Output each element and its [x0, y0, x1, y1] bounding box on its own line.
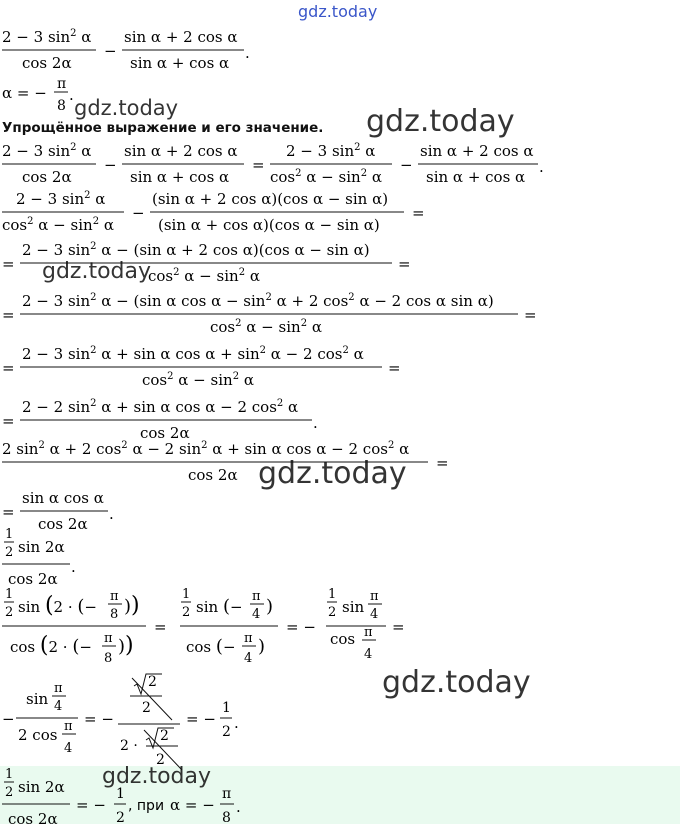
- svg-text:π: π: [252, 589, 261, 604]
- svg-text:−: −: [132, 204, 145, 222]
- svg-text:2 − 3 sin2 α: 2 − 3 $\sin^2 \alpha$: [2, 142, 92, 160]
- svg-text:8: 8: [104, 651, 113, 666]
- svg-text:4: 4: [54, 699, 63, 714]
- svg-text:=: =: [412, 204, 425, 222]
- svg-text:sin α cos α: sin α cos α: [22, 489, 104, 507]
- solution-line-11: [0, 672, 260, 776]
- svg-text:8: 8: [57, 98, 66, 114]
- svg-text:=: =: [524, 306, 537, 324]
- svg-text:8: 8: [110, 607, 119, 622]
- svg-text:2 − 3 sin2 α: 2 − 3 $\sin^2 \alpha$: [16, 190, 106, 208]
- svg-text:(sin α + 2 cos α)(cos α − sin: (sin α + 2 cos α)(cos α − sin α): [152, 190, 389, 208]
- watermark: gdz.today: [74, 96, 179, 120]
- svg-text:sin α + cos α: sin α + cos α: [130, 168, 230, 186]
- svg-text:): ): [266, 596, 274, 617]
- svg-text:= −: = −: [84, 710, 114, 728]
- svg-text:2: 2: [5, 605, 14, 620]
- svg-text:sin 2α: sin 2α: [18, 778, 65, 796]
- solution-line-5: [0, 341, 420, 395]
- svg-text:1: 1: [5, 527, 14, 542]
- watermark-top: gdz.today: [298, 2, 378, 21]
- svg-text:π: π: [222, 786, 232, 802]
- svg-text:= −: = −: [76, 796, 106, 814]
- svg-text:2 − 3 sin2 α + sin α cos α + s: 2 − 3 $\sin^2 \alpha + \sin \alpha$ $\cos \alpha + \sin^2 \alpha - 2$ $\cos^2 \alpha$: [22, 345, 364, 363]
- svg-text:cos 2α: cos 2α: [8, 570, 58, 586]
- svg-text:cos 2α: cos 2α: [140, 424, 190, 442]
- svg-text:.: .: [245, 44, 250, 62]
- svg-text:α = −: α = −: [2, 84, 47, 102]
- svg-text:cos (2 · (−: cos (2 · (−: [10, 633, 92, 658]
- svg-text:sin α + 2 cos α: sin α + 2 cos α: [420, 142, 534, 160]
- svg-text:4: 4: [252, 607, 261, 622]
- svg-text:π: π: [364, 625, 373, 640]
- svg-text:−: −: [104, 42, 117, 60]
- svg-text:=: =: [392, 618, 405, 636]
- svg-text:−: −: [400, 156, 413, 174]
- svg-text:1: 1: [116, 786, 125, 802]
- svg-text:cos2 α − sin2 α: $\cos^2 \alpha - \sin^2 \alpha$: [148, 267, 260, 285]
- svg-text:=: =: [436, 454, 449, 472]
- svg-text:=: =: [388, 359, 401, 377]
- task-expression: [0, 24, 260, 80]
- svg-text:sin α + 2 cos α: sin α + 2 cos α: [124, 142, 238, 160]
- svg-text:=: =: [2, 255, 15, 273]
- svg-text:8: 8: [222, 810, 231, 824]
- svg-text:2 − 3 sin2 α − (sin α + 2 cos: 2 − 3 $\sin^2 \alpha - (\sin$ α + 2 cos α)(cos α − sin α): [22, 241, 370, 259]
- svg-text:2: 2: [148, 674, 157, 690]
- svg-text:4: 4: [364, 647, 373, 662]
- svg-text:=: =: [2, 503, 15, 521]
- svg-text:sin (2 · (−: sin (2 · (−: [18, 593, 97, 618]
- watermark: gdz.today: [102, 764, 212, 789]
- svg-text:cos: cos: [330, 630, 356, 648]
- svg-text:): ): [258, 636, 266, 657]
- svg-text:4: 4: [64, 741, 73, 756]
- svg-text:)): )): [124, 593, 140, 618]
- svg-text:=: =: [154, 618, 167, 636]
- solution-line-7: [0, 436, 460, 490]
- svg-text:= −: = −: [186, 710, 216, 728]
- svg-text:cos 2α: cos 2α: [188, 466, 238, 484]
- solution-line-4: [0, 288, 560, 342]
- svg-text:2: 2: [328, 605, 337, 620]
- svg-text:2 − 2 sin2 α + sin α cos α − 2: 2 − 2 $\sin^2 \alpha + \sin \alpha$ cos α − 2 $\cos^2 \alpha$: [22, 398, 299, 416]
- svg-text:.: .: [71, 558, 76, 576]
- svg-text:1: 1: [5, 767, 14, 782]
- svg-text:2: 2: [116, 810, 125, 824]
- svg-text:sin: sin: [342, 598, 365, 616]
- svg-text:sin α + 2 cos α: sin α + 2 cos α: [124, 28, 238, 46]
- solution-line-10: [0, 586, 420, 674]
- solution-line-3: [0, 237, 440, 291]
- watermark: gdz.today: [366, 104, 515, 139]
- solution-line-9: [0, 526, 110, 590]
- svg-text:2 − 3 sin2 α: 2 − 3 $\sin^2 \alpha$: [286, 142, 376, 160]
- svg-text:π: π: [64, 719, 73, 734]
- svg-text:π: π: [57, 76, 67, 92]
- svg-text:1: 1: [182, 587, 191, 602]
- svg-text:)): )): [118, 633, 134, 658]
- svg-text:2 ·: 2 ·: [120, 738, 138, 754]
- svg-text:=: =: [398, 255, 411, 273]
- svg-text:, при: , при: [128, 798, 165, 814]
- svg-text:.: .: [236, 798, 241, 816]
- svg-text:sin α + cos α: sin α + cos α: [130, 54, 230, 72]
- svg-text:π: π: [110, 589, 119, 604]
- svg-text:cos 2α: cos 2α: [8, 810, 58, 824]
- svg-text:cos 2α: cos 2α: [38, 515, 88, 533]
- svg-text:π: π: [54, 681, 63, 696]
- svg-text:4: 4: [244, 651, 253, 666]
- watermark: gdz.today: [258, 456, 407, 491]
- svg-text:2 cos: 2 cos: [18, 726, 58, 744]
- svg-text:cos (−: cos (−: [186, 636, 236, 657]
- solution-line-1: [0, 138, 560, 192]
- svg-text:2 − 3 sin2 α − (sin α cos α −: 2 − 3 $\sin^2 \alpha - (\sin$ α $\cos \alpha - \sin^2 \alpha + 2$ $\cos^2 \alpha - 2$ cos α sin α): [22, 292, 494, 310]
- svg-text:2: 2: [142, 700, 151, 716]
- svg-text:cos2 α − sin2 α: $\cos^2 \alpha - \sin^2 \alpha$: [142, 371, 254, 389]
- svg-text:=: =: [252, 156, 265, 174]
- watermark: gdz.today: [382, 665, 531, 700]
- svg-text:.: .: [313, 414, 318, 432]
- svg-text:2: 2: [160, 728, 169, 744]
- svg-text:.: .: [109, 505, 114, 523]
- solution-line-2: [0, 186, 440, 240]
- svg-text:cos2 α − sin2 α: $\cos^2 \alpha - \sin^2 \alpha$: [270, 168, 382, 186]
- svg-text:=: =: [2, 359, 15, 377]
- svg-text:4: 4: [370, 607, 379, 622]
- svg-text:−: −: [104, 156, 117, 174]
- svg-text:π: π: [104, 631, 113, 646]
- svg-text:cos 2α: cos 2α: [22, 168, 72, 186]
- svg-text:2: 2: [156, 752, 165, 768]
- watermark: gdz.today: [42, 259, 152, 284]
- svg-text:sin 2α: sin 2α: [18, 538, 65, 556]
- svg-text:2: 2: [182, 605, 191, 620]
- svg-text:cos 2α: cos 2α: [22, 54, 72, 72]
- svg-text:π: π: [370, 589, 379, 604]
- svg-text:α = −: α = −: [170, 796, 215, 814]
- svg-text:2: 2: [5, 785, 14, 800]
- svg-text:=: =: [2, 306, 15, 324]
- svg-text:1: 1: [5, 587, 14, 602]
- svg-text:= −: = −: [286, 618, 316, 636]
- svg-text:sin (−: sin (−: [196, 596, 243, 617]
- svg-text:.: .: [69, 86, 74, 104]
- svg-text:cos2 α − sin2 α: $\cos^2 \alpha - \sin^2 \alpha$: [2, 216, 114, 234]
- svg-text:π: π: [244, 631, 253, 646]
- svg-text:sin: sin: [26, 690, 49, 708]
- svg-text:2 − 3 sin2 α: 2 − 3 $\sin^2 \alpha$: [2, 28, 92, 46]
- svg-text:.: .: [539, 158, 544, 176]
- svg-text:2: 2: [222, 724, 231, 740]
- svg-text:1: 1: [328, 587, 337, 602]
- svg-text:2: 2: [5, 545, 14, 560]
- svg-text:2 sin2 α + 2 cos2 α − 2 sin2 α: 2 $\sin^2 \alpha + 2$ $\cos^2 \alpha - 2$ $\sin^2 \alpha + \sin \alpha$ cos α − 2 $\cos^2 \alpha$: [2, 440, 410, 458]
- solution-heading: Упрощённое выражение и его значение.: [2, 120, 324, 136]
- svg-text:sin α + cos α: sin α + cos α: [426, 168, 526, 186]
- alpha-value: [0, 76, 90, 122]
- svg-text:−: −: [2, 710, 15, 728]
- svg-text:cos2 α − sin2 α: $\cos^2 \alpha - \sin^2 \alpha$: [210, 318, 322, 336]
- svg-text:1: 1: [222, 700, 231, 716]
- svg-text:=: =: [2, 412, 15, 430]
- svg-text:.: .: [234, 714, 239, 732]
- svg-text:(sin α + cos α)(cos α − sin α): (sin α + cos α)(cos α − sin α): [158, 216, 380, 234]
- answer-line: [0, 766, 300, 828]
